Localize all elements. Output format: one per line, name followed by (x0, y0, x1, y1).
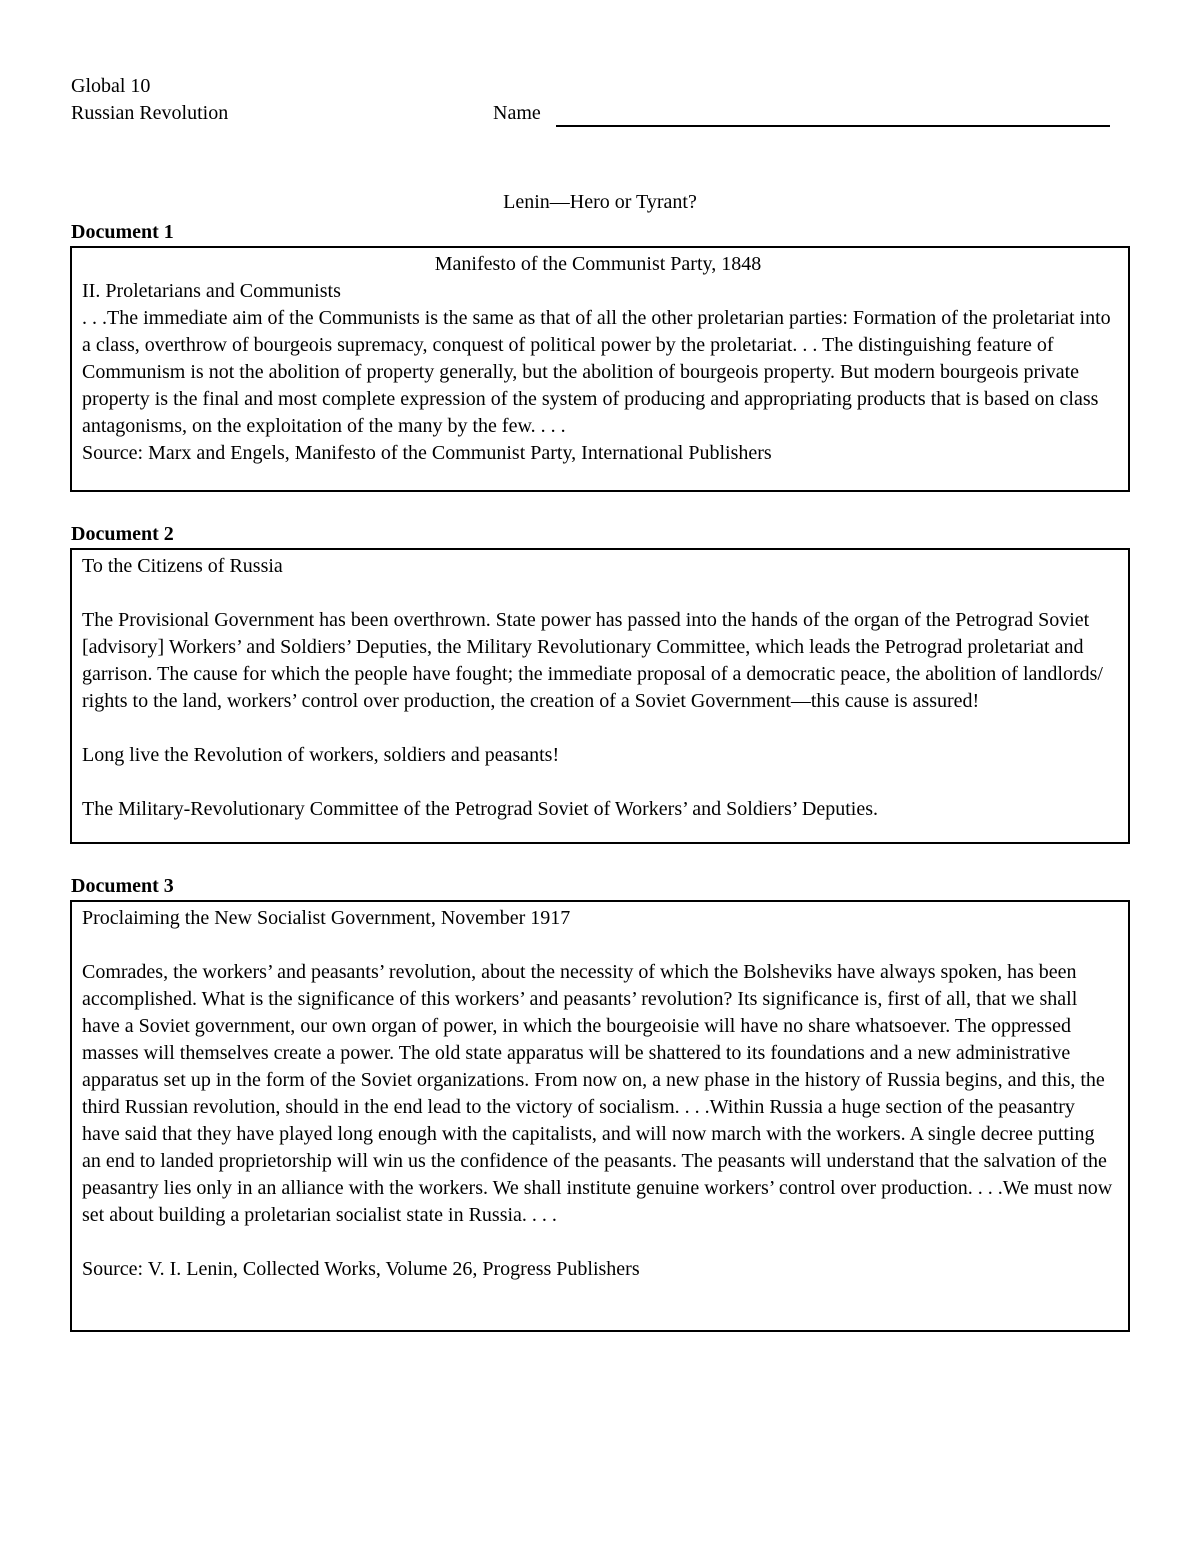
document-2-title: To the Citizens of Russia (82, 555, 283, 577)
spacer (82, 715, 1114, 742)
document-2-box (70, 548, 1130, 844)
name-blank-line (556, 125, 1110, 127)
document-1-box (70, 246, 1130, 492)
document-1-source: Source: Marx and Engels, Manifesto of the Communist Party, International Publishers (82, 442, 772, 464)
course-label: Global 10 (71, 75, 151, 97)
document-2-heading: Document 2 (71, 523, 174, 545)
document-3-heading: Document 3 (71, 875, 174, 897)
document-3-title: Proclaiming the New Socialist Government, November 1917 (82, 907, 571, 929)
page-title: Lenin—Hero or Tyrant? (503, 191, 697, 213)
spacer (82, 1229, 1114, 1256)
spacer (82, 932, 1114, 959)
document-3-source: Source: V. I. Lenin, Collected Works, Volume 26, Progress Publishers (82, 1258, 640, 1280)
spacer (82, 580, 1114, 607)
document-2-signature: The Military-Revolutionary Committee of the Petrograd Soviet of Workers’ and Soldiers’ Deputies. (82, 798, 878, 820)
document-1-body: . . .The immediate aim of the Communists is the same as that of all the other proletarian parties: Formation of the proletariat into a class, overthrow of bourgeois supremacy, conquest of political power by the proletariat. . . The distinguishing feature of Communism is not the abolition of property generally, but the abolition of bourgeois property. But modern bourgeois private property is the final and most complete expression of the system of producing and appropriating products that is based on class antagonisms, on the exploitation of the many by the few. . . . (82, 307, 1111, 437)
name-label: Name (493, 102, 541, 124)
unit-label: Russian Revolution (71, 102, 229, 124)
document-2-body: The Provisional Government has been overthrown. State power has passed into the hands of the organ of the Petrograd Soviet [advisory] Workers’ and Soldiers’ Deputies, the Military Revolutionary Committee, which leads the Petrograd proletariat and garrison. The cause for which the people have fought; the immediate proposal of a democratic peace, the abolition of landlords/ rights to the land, workers’ control over production, the creation of a Soviet Government—this cause is assured! (82, 609, 1103, 712)
document-1-heading: Document 1 (71, 221, 174, 243)
document-2-slogan: Long live the Revolution of workers, soldiers and peasants! (82, 744, 560, 766)
spacer (82, 769, 1114, 796)
document-1-section: II. Proletarians and Communists (82, 280, 341, 302)
document-3-body: Comrades, the workers’ and peasants’ revolution, about the necessity of which the Bolsheviks have always spoken, has been accomplished. What is the significance of this workers’ and peasants’ revolution? Its significance is, first of all, that we shall have a Soviet government, our own organ of power, in which the bourgeoisie will have no share whatsoever. The oppressed masses will themselves create a power. The old state apparatus will be shattered to its foundations and a new administrative apparatus set up in the form of the Soviet organizations. From now on, a new phase in the history of Russia begins, and this, the third Russian revolution, should in the end lead to the victory of socialism. . . .Within Russia a huge section of the peasantry have said that they have played long enough with the capitalists, and will now march with the workers. A single decree putting an end to landed proprietorship will win us the confidence of the peasants. The peasants will understand that the salvation of the peasantry lies only in an alliance with the workers. We shall institute genuine workers’ control over production. . . .We must now set about building a proletarian socialist state in Russia. . . . (82, 961, 1113, 1226)
document-3-box (70, 900, 1130, 1332)
document-1-title: Manifesto of the Communist Party, 1848 (434, 253, 762, 275)
